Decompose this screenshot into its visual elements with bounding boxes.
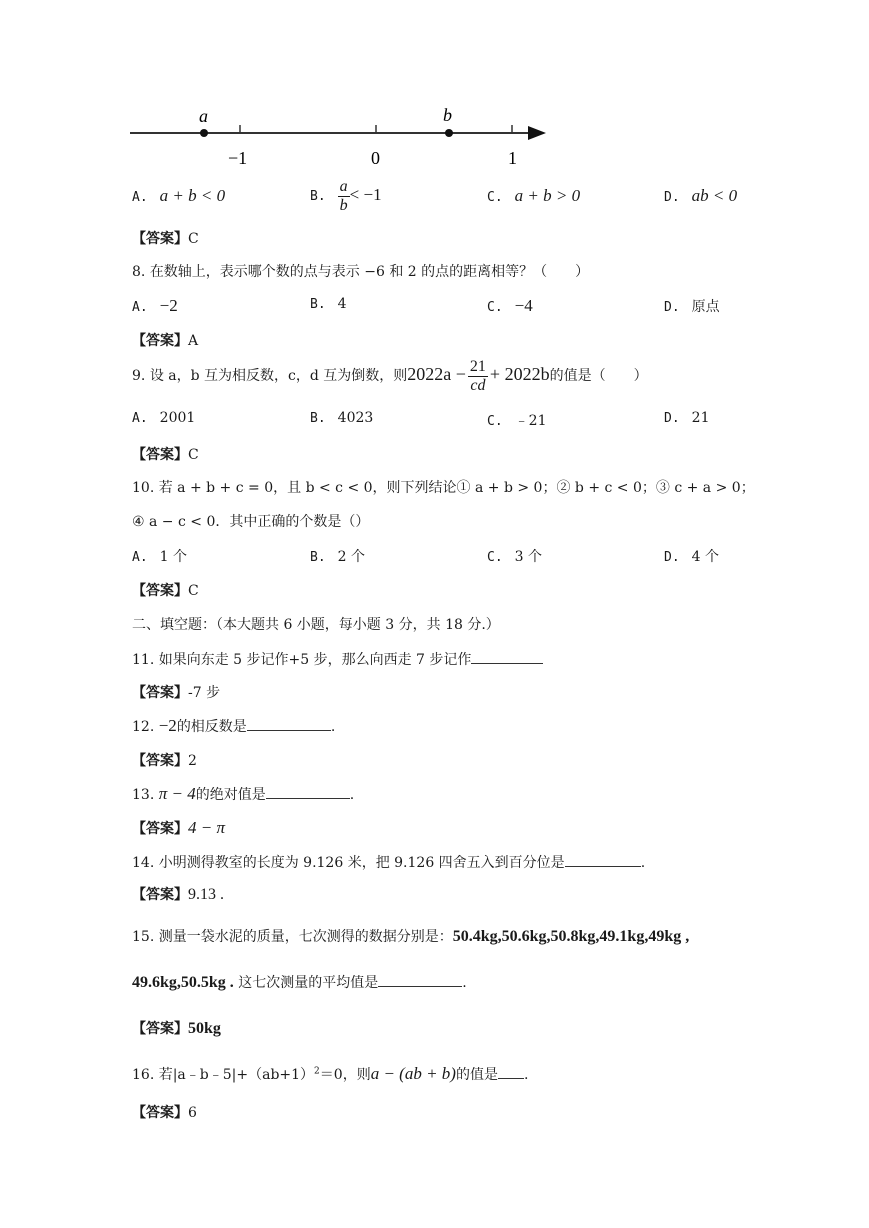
q9-option-a: A. 2001: [132, 410, 196, 426]
q9-option-d: D. 21: [664, 410, 710, 426]
q10-option-b: B. 2 个: [310, 549, 366, 565]
q10-option-d: D. 4 个: [664, 549, 720, 565]
q9-answer: 【答案】C: [132, 447, 199, 463]
q10-question-line2: ④ a − c < 0．其中正确的个数是（）: [132, 514, 370, 530]
q14-blank: [565, 854, 641, 867]
point-a-dot: [200, 129, 208, 137]
q16-question: 16. 若$|a﹣b﹣5|+(ab+1)^2=0$，则a − (ab + b)的值是 .: [132, 1064, 529, 1083]
point-b-dot: [445, 129, 453, 137]
axis-arrow: [528, 126, 546, 140]
q7-option-a: A. a + b < 0: [132, 186, 226, 205]
q8-option-c: C. −4: [487, 296, 533, 315]
q15-blank: [378, 974, 462, 987]
q15-answer: 【答案】50kg: [132, 1020, 221, 1037]
q10-question-line1: 10. 若 a + b + c = 0，且 b < c < 0，则下列结论① a + b > 0；② b + c < 0；③ c + a > 0；: [132, 480, 755, 496]
q9-fraction: $\frac{21}{cd}$: [469, 358, 486, 394]
q14-question: 14. 小明测得教室的长度为 9.126 米，把 9.126 四舍五入到百分位是 .: [132, 855, 646, 871]
q13-question: 13. π − 4的绝对值是 .: [132, 784, 355, 803]
q11-answer: 【答案】-7 步: [132, 685, 221, 701]
q8-question: 8. 在数轴上，表示哪个数的点与表示 −6 和 2 的点的距离相等？（ ）: [132, 264, 590, 280]
q8-answer: 【答案】A: [132, 333, 199, 349]
q15-question-line1: 15. 测量一袋水泥的质量，七次测得的数据分别是：50.4kg,50.6kg,50.8kg,49.1kg,49kg ,: [132, 928, 690, 945]
q12-question: 12. −2的相反数是 .: [132, 716, 336, 735]
q8-option-d: D. 原点: [664, 299, 720, 315]
q16-answer: 【答案】6: [132, 1105, 197, 1121]
q10-answer: 【答案】C: [132, 583, 199, 599]
point-a-label: a: [199, 106, 208, 126]
tick-label-0: 0: [371, 148, 380, 168]
number-line-figure: [128, 100, 558, 170]
point-b-label: b: [443, 105, 452, 125]
tick-label-neg1: −1: [228, 148, 248, 168]
q14-answer: 【答案】9.13 .: [132, 886, 224, 903]
q12-blank: [247, 718, 331, 731]
q7-answer: 【答案】C: [132, 231, 199, 247]
q9-option-b: B. 4023: [310, 410, 374, 426]
q16-blank: [498, 1066, 524, 1079]
q7-option-d: D. ab < 0: [664, 186, 738, 205]
q7-option-b: B. $\frac{a}{b}$ < −1: [310, 178, 382, 214]
section-heading-fill-blank: 二、填空题：（本大题共 6 小题，每小题 3 分，共 18 分.）: [132, 617, 500, 633]
q10-option-a: A. 1 个: [132, 549, 188, 565]
q11-question: 11. 如果向东走 5 步记作+5 步，那么向西走 7 步记作: [132, 649, 543, 669]
q7-option-b-fraction: $\frac{a}{b}$: [339, 178, 348, 214]
q8-option-a: A. −2: [132, 296, 178, 315]
q12-answer: 【答案】2: [132, 753, 197, 769]
q9-option-c: C. ﹣21: [487, 413, 547, 429]
q13-answer: 【答案】4 − π: [132, 818, 225, 837]
q11-blank: [471, 651, 543, 664]
q9-question: 9. 设 a，b 互为相反数，c，d 互为倒数，则2022a − $\frac{21}{cd}$ + 2022b的值是（ ）: [132, 358, 648, 394]
q15-question-line2: 49.6kg,50.5kg . 这七次测量的平均值是 .: [132, 974, 467, 991]
q10-option-c: C. 3 个: [487, 549, 543, 565]
q13-blank: [266, 786, 350, 799]
q8-option-b: B. 4: [310, 296, 347, 312]
tick-label-1: 1: [508, 148, 517, 168]
q7-option-c: C. a + b > 0: [487, 186, 581, 205]
